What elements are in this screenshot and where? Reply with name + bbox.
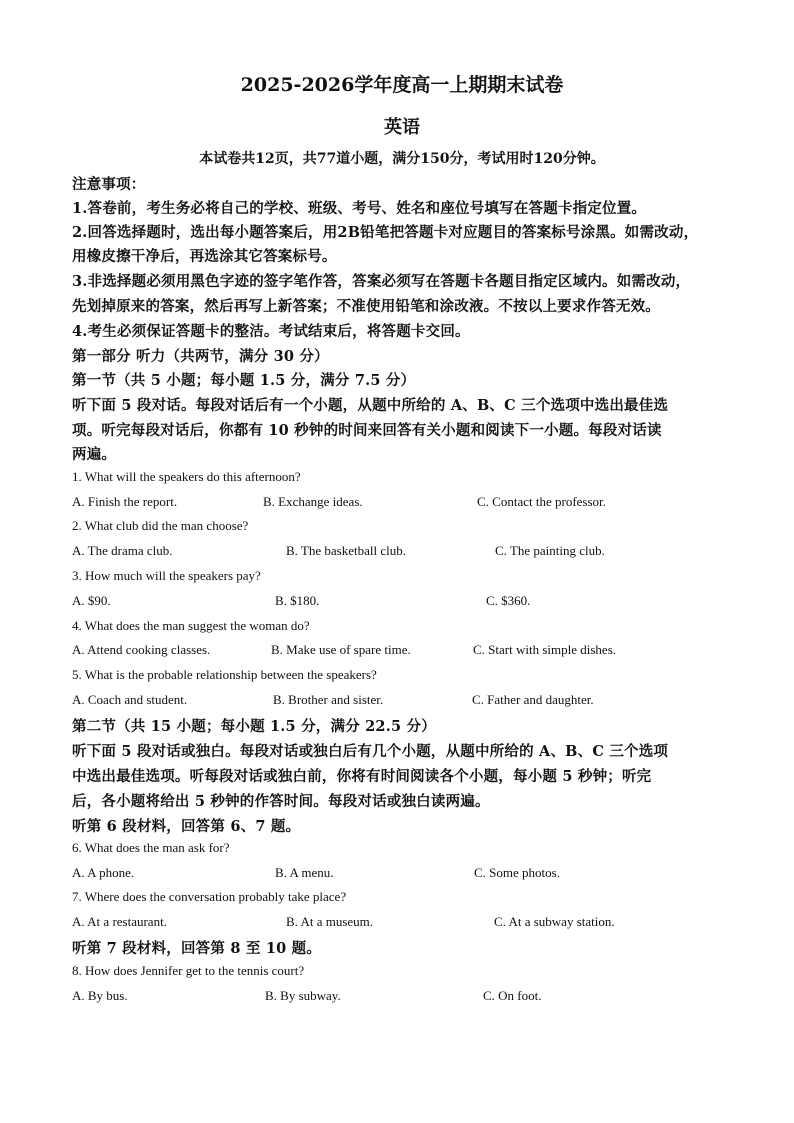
question-1: 1. What will the speakers do this afternoon?	[72, 469, 301, 484]
question-4: 4. What does the man suggest the woman do?	[72, 618, 310, 633]
q6-option-c: C. Some photos.	[474, 865, 560, 880]
section1-instruction-a: 听下面 5 段对话。每段对话后有一个小题，从题中所给的 A、B、C 三个选项中选出最佳选	[72, 397, 669, 414]
note-2b: 用橡皮擦干净后，再选涂其它答案标号。	[72, 248, 337, 265]
q8-option-c: C. On foot.	[483, 988, 542, 1003]
question-8: 8. How does Jennifer get to the tennis court?	[72, 963, 305, 978]
question-6: 6. What does the man ask for?	[72, 840, 230, 855]
note-1: 1.答卷前，考生务必将自己的学校、班级、考号、姓名和座位号填写在答题卡指定位置。	[72, 200, 647, 217]
q1-option-a: A. Finish the report.	[72, 494, 178, 509]
q3-option-c: C. $360.	[486, 593, 531, 608]
q6-option-a: A. A phone.	[72, 865, 135, 880]
section2-instruction-c: 后，各小题将给出 5 秒钟的作答时间。每段对话或独白读两遍。	[72, 793, 490, 810]
section2-heading: 第二节（共 15 小题；每小题 1.5 分，满分 22.5 分）	[72, 718, 436, 735]
exam-subject: 英语	[384, 117, 420, 138]
q8-option-a: A. By bus.	[72, 988, 128, 1003]
question-5: 5. What is the probable relationship between the speakers?	[72, 667, 377, 682]
exam-intro: 本试卷共12页，共77道小题，满分150分，考试用时120分钟。	[199, 151, 605, 167]
section1-instruction-c: 两遍。	[72, 446, 117, 463]
exam-title: 2025-2026学年度高一上期期末试卷	[240, 74, 564, 96]
q1-option-b: B. Exchange ideas.	[263, 494, 363, 509]
q7-option-b: B. At a museum.	[286, 914, 374, 929]
q4-option-a: A. Attend cooking classes.	[72, 642, 211, 657]
q2-option-c: C. The painting club.	[495, 543, 605, 558]
q8-option-b: B. By subway.	[265, 988, 341, 1003]
question-2: 2. What club did the man choose?	[72, 518, 249, 533]
q1-option-c: C. Contact the professor.	[477, 494, 606, 509]
q7-option-c: C. At a subway station.	[494, 914, 615, 929]
note-2a: 2.回答选择题时，选出每小题答案后，用2B铅笔把答题卡对应题目的答案标号涂黑。如需改动，	[72, 224, 699, 241]
q3-option-b: B. $180.	[275, 593, 320, 608]
note-3a: 3.非选择题必须用黑色字迹的签字笔作答，答案必须写在答题卡各题目指定区域内。如需改动，	[72, 273, 691, 290]
q2-option-a: A. The drama club.	[72, 543, 173, 558]
q5-option-a: A. Coach and student.	[72, 692, 188, 707]
section2-instruction-a: 听下面 5 段对话或独白。每段对话或独白后有几个小题，从题中所给的 A、B、C 三个选项	[72, 743, 669, 760]
q5-option-b: B. Brother and sister.	[273, 692, 384, 707]
question-3: 3. How much will the speakers pay?	[72, 568, 261, 583]
section1-instruction-b: 项。听完每段对话后，你都有 10 秒钟的时间来回答有关小题和阅读下一小题。每段对话读	[72, 422, 662, 439]
material-7-heading: 听第 7 段材料，回答第 8 至 10 题。	[72, 940, 322, 957]
note-3b: 先划掉原来的答案，然后再写上新答案；不准使用铅笔和涂改液。不按以上要求作答无效。	[72, 298, 660, 315]
note-4: 4.考生必须保证答题卡的整洁。考试结束后，将答题卡交回。	[72, 323, 470, 340]
section2-instruction-b: 中选出最佳选项。听每段对话或独白前，你将有时间阅读各个小题，每小题 5 秒钟；听完	[72, 768, 652, 785]
q4-option-b: B. Make use of spare time.	[271, 642, 411, 657]
part1-heading: 第一部分 听力（共两节，满分 30 分）	[72, 348, 329, 365]
q5-option-c: C. Father and daughter.	[472, 692, 594, 707]
q4-option-c: C. Start with simple dishes.	[473, 642, 616, 657]
notes-heading: 注意事项：	[72, 176, 146, 193]
question-7: 7. Where does the conversation probably take place?	[72, 889, 347, 904]
q3-option-a: A. $90.	[72, 593, 111, 608]
section1-heading: 第一节（共 5 小题；每小题 1.5 分，满分 7.5 分）	[72, 372, 416, 389]
q6-option-b: B. A menu.	[275, 865, 334, 880]
q2-option-b: B. The basketball club.	[286, 543, 406, 558]
q7-option-a: A. At a restaurant.	[72, 914, 167, 929]
material-6-heading: 听第 6 段材料，回答第 6、7 题。	[72, 818, 301, 835]
